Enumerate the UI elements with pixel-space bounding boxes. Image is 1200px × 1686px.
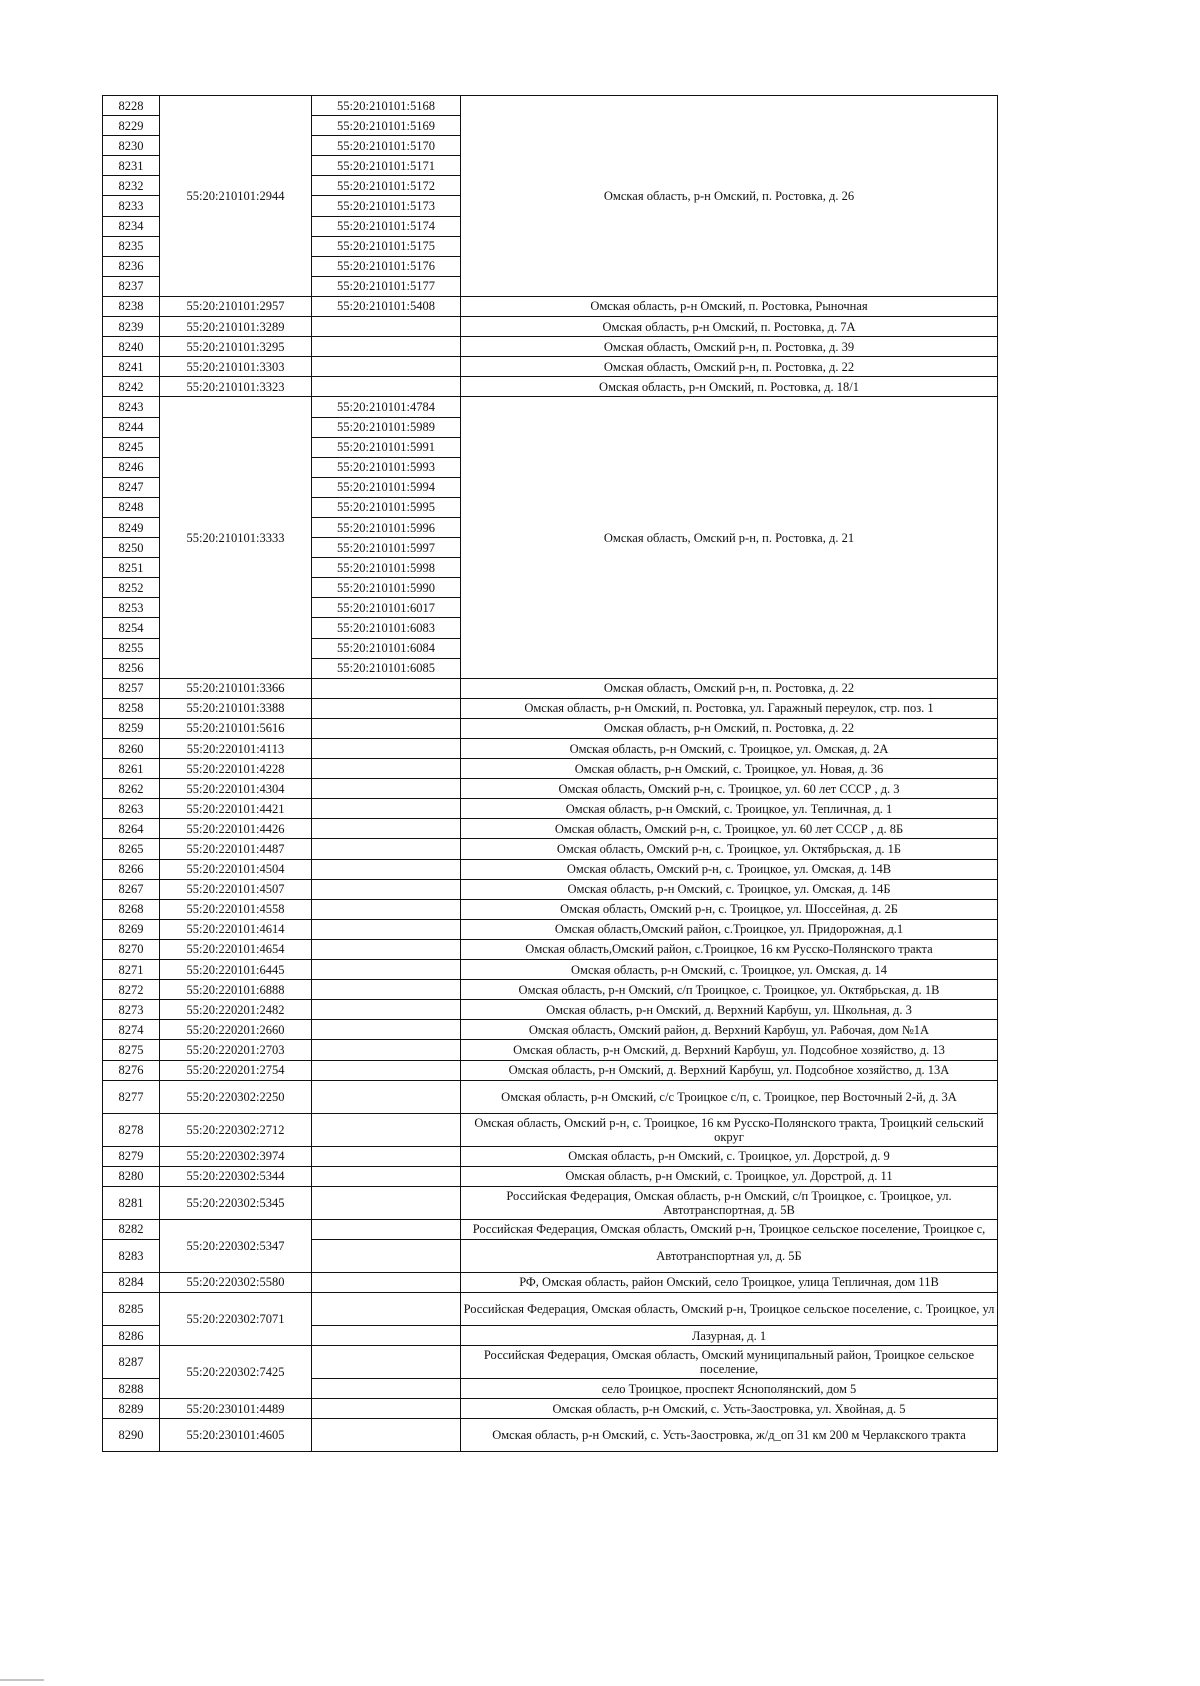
row-number-cell: 8286 [103,1325,160,1345]
address-cell: Омская область, Омский район, д. Верхний Карбуш, ул. Рабочая, дом №1А [461,1020,998,1040]
address-cell: Омская область, р-н Омский, с. Троицкое, ул. Новая, д. 36 [461,759,998,779]
cadastral-number-cell: 55:20:220201:2660 [160,1020,312,1040]
sub-cadastral-cell [312,859,461,879]
sub-cadastral-cell [312,678,461,698]
table-row [103,1219,998,1239]
sub-cadastral-cell [312,1419,461,1452]
address-cell: Омская область, р-н Омский, с. Усть-Заостровка, ж/д_оп 31 км 200 м Черлакского тракта [461,1419,998,1452]
address-cell: Омская область, р-н Омский, п. Ростовка, д. 18/1 [461,377,998,397]
sub-cadastral-cell [312,1166,461,1186]
row-number-cell: 8279 [103,1146,160,1166]
table-row [103,1186,998,1219]
row-number-cell: 8257 [103,678,160,698]
row-number-cell: 8276 [103,1060,160,1080]
address-cell: Омская область, р-н Омский, с. Усть-Заостровка, ул. Хвойная, д. 5 [461,1399,998,1419]
sub-cadastral-cell [312,1219,461,1239]
sub-cadastral-cell [312,1272,461,1292]
sub-cadastral-cell [312,799,461,819]
sub-cadastral-cell [312,980,461,1000]
table-row [103,296,998,316]
row-number-cell: 8230 [103,136,160,156]
table-row [103,899,998,919]
address-cell: Омская область, р-н Омский, с. Троицкое, ул. Омская, д. 14 [461,960,998,980]
row-number-cell: 8252 [103,578,160,598]
sub-cadastral-cell [312,1292,461,1325]
row-number-cell: 8247 [103,477,160,497]
sub-cadastral-cell: 55:20:210101:6083 [312,618,461,638]
table-row [103,337,998,357]
table-row [103,1060,998,1080]
address-cell: Омская область, р-н Омский, с. Троицкое, ул. Омская, д. 14Б [461,879,998,899]
table-row [103,1080,998,1113]
cadastral-number-cell: 55:20:220101:4654 [160,939,312,959]
cadastral-number-cell: 55:20:220101:6888 [160,980,312,1000]
row-number-cell: 8277 [103,1080,160,1113]
row-number-cell: 8229 [103,116,160,136]
land-register-table [102,95,998,1452]
cadastral-number-cell: 55:20:220101:4304 [160,779,312,799]
cadastral-number-cell: 55:20:210101:2944 [160,96,312,297]
table-row [103,1292,998,1325]
cadastral-number-cell: 55:20:220101:4421 [160,799,312,819]
cadastral-number-cell: 55:20:220101:4228 [160,759,312,779]
sub-cadastral-cell [312,779,461,799]
cadastral-number-cell: 55:20:220101:4487 [160,839,312,859]
table-row [103,879,998,899]
row-number-cell: 8237 [103,276,160,296]
sub-cadastral-cell: 55:20:210101:5168 [312,96,461,116]
address-cell: Омская область, Омский р-н, п. Ростовка, д. 22 [461,678,998,698]
row-number-cell: 8263 [103,799,160,819]
row-number-cell: 8273 [103,1000,160,1020]
cadastral-number-cell: 55:20:220302:5344 [160,1166,312,1186]
row-number-cell: 8269 [103,919,160,939]
row-number-cell: 8283 [103,1239,160,1272]
table-row [103,1000,998,1020]
table-row [103,759,998,779]
row-number-cell: 8280 [103,1166,160,1186]
row-number-cell: 8241 [103,357,160,377]
table-row [103,698,998,718]
sub-cadastral-cell [312,1020,461,1040]
address-cell: Российская Федерация, Омская область, р-н Омский, с/п Троицкое, с. Троицкое, ул. Автотранспортная, д. 5В [461,1186,998,1219]
register-body [103,96,998,1452]
address-cell: Омская область,Омский район, с.Троицкое, ул. Придорожная, д.1 [461,919,998,939]
table-row [103,839,998,859]
address-cell: Омская область, Омский р-н, с. Троицкое, ул. Октябрьская, д. 1Б [461,839,998,859]
cadastral-number-cell: 55:20:220302:3974 [160,1146,312,1166]
cadastral-number-cell: 55:20:220101:4504 [160,859,312,879]
row-number-cell: 8250 [103,538,160,558]
row-number-cell: 8236 [103,256,160,276]
cadastral-number-cell: 55:20:210101:2957 [160,296,312,316]
table-row [103,1146,998,1166]
sub-cadastral-cell: 55:20:210101:4784 [312,397,461,417]
row-number-cell: 8243 [103,397,160,417]
row-number-cell: 8260 [103,739,160,759]
cadastral-number-cell: 55:20:220302:7071 [160,1292,312,1345]
row-number-cell: 8253 [103,598,160,618]
row-number-cell: 8262 [103,779,160,799]
cadastral-number-cell: 55:20:220302:5345 [160,1186,312,1219]
row-number-cell: 8239 [103,317,160,337]
sub-cadastral-cell [312,1040,461,1060]
cadastral-number-cell: 55:20:220101:4507 [160,879,312,899]
row-number-cell: 8284 [103,1272,160,1292]
address-cell: Омская область, р-н Омский, с/п Троицкое, с. Троицкое, ул. Октябрьская, д. 1В [461,980,998,1000]
sub-cadastral-cell [312,879,461,899]
row-number-cell: 8274 [103,1020,160,1040]
address-cell: Российская Федерация, Омская область, Омский муниципальный район, Троицкое сельское поселение, [461,1346,998,1379]
table-row [103,1020,998,1040]
cadastral-number-cell: 55:20:220302:7425 [160,1346,312,1399]
row-number-cell: 8240 [103,337,160,357]
sub-cadastral-cell: 55:20:210101:5991 [312,437,461,457]
cadastral-number-cell: 55:20:220201:2482 [160,1000,312,1020]
row-number-cell: 8272 [103,980,160,1000]
cadastral-number-cell: 55:20:210101:3295 [160,337,312,357]
row-number-cell: 8271 [103,960,160,980]
row-number-cell: 8245 [103,437,160,457]
table-row [103,357,998,377]
sub-cadastral-cell [312,1379,461,1399]
table-row [103,718,998,738]
address-cell: Российская Федерация, Омская область, Омский р-н, Троицкое сельское поселение, Троицкое с, [461,1219,998,1239]
table-row [103,939,998,959]
table-row [103,1040,998,1060]
cadastral-number-cell: 55:20:210101:3289 [160,317,312,337]
row-number-cell: 8255 [103,638,160,658]
address-cell: Омская область, р-н Омский, п. Ростовка, ул. Гаражный переулок, стр. поз. 1 [461,698,998,718]
table-row [103,678,998,698]
cadastral-number-cell: 55:20:220302:5580 [160,1272,312,1292]
sub-cadastral-cell: 55:20:210101:6017 [312,598,461,618]
cadastral-number-cell: 55:20:220201:2754 [160,1060,312,1080]
table-row [103,779,998,799]
cadastral-number-cell: 55:20:220101:4113 [160,739,312,759]
sub-cadastral-cell: 55:20:210101:5994 [312,477,461,497]
sub-cadastral-cell [312,819,461,839]
row-number-cell: 8278 [103,1113,160,1146]
table-row [103,1399,998,1419]
cadastral-number-cell: 55:20:210101:3333 [160,397,312,678]
sub-cadastral-cell [312,1325,461,1345]
address-cell: Омская область, р-н Омский, п. Ростовка, д. 22 [461,718,998,738]
address-cell: РФ, Омская область, район Омский, село Троицкое, улица Тепличная, дом 11В [461,1272,998,1292]
row-number-cell: 8275 [103,1040,160,1060]
sub-cadastral-cell: 55:20:210101:5993 [312,457,461,477]
address-cell: Омская область, р-н Омский, с/с Троицкое с/п, с. Троицкое, пер Восточный 2-й, д. 3А [461,1080,998,1113]
sub-cadastral-cell: 55:20:210101:5998 [312,558,461,578]
row-number-cell: 8267 [103,879,160,899]
sub-cadastral-cell [312,1146,461,1166]
cadastral-number-cell: 55:20:220101:4426 [160,819,312,839]
address-cell: Омская область, Омский р-н, с. Троицкое, ул. 60 лет СССР , д. 8Б [461,819,998,839]
cadastral-number-cell: 55:20:220302:2250 [160,1080,312,1113]
row-number-cell: 8259 [103,718,160,738]
table-row [103,377,998,397]
row-number-cell: 8270 [103,939,160,959]
sub-cadastral-cell [312,1080,461,1113]
row-number-cell: 8264 [103,819,160,839]
cadastral-number-cell: 55:20:220101:4614 [160,919,312,939]
sub-cadastral-cell: 55:20:210101:5170 [312,136,461,156]
sub-cadastral-cell [312,1000,461,1020]
row-number-cell: 8265 [103,839,160,859]
address-cell: Омская область, Омский р-н, с. Троицкое, 16 км Русско-Полянского тракта, Троицкий сельский округ [461,1113,998,1146]
sub-cadastral-cell [312,337,461,357]
address-cell: Омская область, р-н Омский, с. Троицкое, ул. Дорстрой, д. 9 [461,1146,998,1166]
sub-cadastral-cell [312,1346,461,1379]
cadastral-number-cell: 55:20:220302:2712 [160,1113,312,1146]
table-row [103,1272,998,1292]
row-number-cell: 8290 [103,1419,160,1452]
cadastral-number-cell: 55:20:210101:3323 [160,377,312,397]
sub-cadastral-cell: 55:20:210101:5171 [312,156,461,176]
sub-cadastral-cell: 55:20:210101:5176 [312,256,461,276]
address-cell: Автотранспортная ул, д. 5Б [461,1239,998,1272]
sub-cadastral-cell [312,377,461,397]
row-number-cell: 8254 [103,618,160,638]
table-row [103,799,998,819]
row-number-cell: 8288 [103,1379,160,1399]
scan-artifact [0,1679,44,1681]
row-number-cell: 8248 [103,497,160,517]
sub-cadastral-cell: 55:20:210101:5997 [312,538,461,558]
table-row [103,1346,998,1379]
sub-cadastral-cell: 55:20:210101:5995 [312,497,461,517]
address-cell: Омская область, Омский р-н, п. Ростовка, д. 39 [461,337,998,357]
sub-cadastral-cell [312,919,461,939]
table-row [103,1166,998,1186]
row-number-cell: 8242 [103,377,160,397]
sub-cadastral-cell [312,357,461,377]
sub-cadastral-cell: 55:20:210101:5177 [312,276,461,296]
row-number-cell: 8261 [103,759,160,779]
row-number-cell: 8238 [103,296,160,316]
row-number-cell: 8281 [103,1186,160,1219]
sub-cadastral-cell [312,718,461,738]
sub-cadastral-cell [312,698,461,718]
sub-cadastral-cell [312,960,461,980]
sub-cadastral-cell: 55:20:210101:5174 [312,216,461,236]
sub-cadastral-cell: 55:20:210101:5408 [312,296,461,316]
table-row [103,1113,998,1146]
table-row [103,96,998,116]
table-row [103,919,998,939]
sub-cadastral-cell: 55:20:210101:6084 [312,638,461,658]
sub-cadastral-cell: 55:20:210101:5172 [312,176,461,196]
row-number-cell: 8246 [103,457,160,477]
row-number-cell: 8231 [103,156,160,176]
address-cell: Омская область, Омский р-н, п. Ростовка, д. 22 [461,357,998,377]
row-number-cell: 8249 [103,517,160,537]
sub-cadastral-cell: 55:20:210101:5989 [312,417,461,437]
row-number-cell: 8244 [103,417,160,437]
address-cell: Омская область, р-н Омский, с. Троицкое, ул. Омская, д. 2А [461,739,998,759]
row-number-cell: 8282 [103,1219,160,1239]
address-cell: Омская область, Омский р-н, с. Троицкое, ул. Шоссейная, д. 2Б [461,899,998,919]
address-cell: Омская область, Омский р-н, п. Ростовка, д. 21 [461,397,998,678]
sub-cadastral-cell [312,739,461,759]
row-number-cell: 8266 [103,859,160,879]
row-number-cell: 8287 [103,1346,160,1379]
row-number-cell: 8251 [103,558,160,578]
address-cell: Омская область, р-н Омский, д. Верхний Карбуш, ул. Подсобное хозяйство, д. 13 [461,1040,998,1060]
cadastral-number-cell: 55:20:230101:4489 [160,1399,312,1419]
address-cell: Омская область, р-н Омский, с. Троицкое, ул. Дорстрой, д. 11 [461,1166,998,1186]
cadastral-number-cell: 55:20:210101:3388 [160,698,312,718]
row-number-cell: 8234 [103,216,160,236]
sub-cadastral-cell [312,899,461,919]
address-cell: Российская Федерация, Омская область, Омский р-н, Троицкое сельское поселение, с. Троицкое, ул [461,1292,998,1325]
sub-cadastral-cell [312,1186,461,1219]
address-cell: Лазурная, д. 1 [461,1325,998,1345]
cadastral-number-cell: 55:20:210101:3366 [160,678,312,698]
address-cell: Омская область, р-н Омский, п. Ростовка, Рыночная [461,296,998,316]
sub-cadastral-cell [312,1399,461,1419]
row-number-cell: 8228 [103,96,160,116]
sub-cadastral-cell: 55:20:210101:6085 [312,658,461,678]
address-cell: Омская область,Омский район, с.Троицкое, 16 км Русско-Полянского тракта [461,939,998,959]
row-number-cell: 8289 [103,1399,160,1419]
cadastral-number-cell: 55:20:210101:5616 [160,718,312,738]
address-cell: Омская область, р-н Омский, п. Ростовка, д. 26 [461,96,998,297]
row-number-cell: 8232 [103,176,160,196]
sub-cadastral-cell [312,317,461,337]
address-cell: Омская область, Омский р-н, с. Троицкое, ул. Омская, д. 14В [461,859,998,879]
sub-cadastral-cell [312,839,461,859]
sub-cadastral-cell: 55:20:210101:5175 [312,236,461,256]
table-row [103,397,998,417]
row-number-cell: 8233 [103,196,160,216]
cadastral-number-cell: 55:20:220101:4558 [160,899,312,919]
table-row [103,960,998,980]
sub-cadastral-cell: 55:20:210101:5173 [312,196,461,216]
sub-cadastral-cell: 55:20:210101:5169 [312,116,461,136]
sub-cadastral-cell [312,1060,461,1080]
address-cell: Омская область, р-н Омский, с. Троицкое, ул. Тепличная, д. 1 [461,799,998,819]
address-cell: село Троицкое, проспект Яснополянский, дом 5 [461,1379,998,1399]
row-number-cell: 8258 [103,698,160,718]
sub-cadastral-cell [312,1113,461,1146]
table-row [103,980,998,1000]
cadastral-number-cell: 55:20:210101:3303 [160,357,312,377]
table-row [103,1419,998,1452]
table-row [103,859,998,879]
sub-cadastral-cell [312,939,461,959]
sub-cadastral-cell [312,1239,461,1272]
cadastral-number-cell: 55:20:220101:6445 [160,960,312,980]
row-number-cell: 8235 [103,236,160,256]
sub-cadastral-cell: 55:20:210101:5996 [312,517,461,537]
address-cell: Омская область, Омский р-н, с. Троицкое, ул. 60 лет СССР , д. 3 [461,779,998,799]
sub-cadastral-cell [312,759,461,779]
address-cell: Омская область, р-н Омский, п. Ростовка, д. 7А [461,317,998,337]
address-cell: Омская область, р-н Омский, д. Верхний Карбуш, ул. Школьная, д. 3 [461,1000,998,1020]
sub-cadastral-cell: 55:20:210101:5990 [312,578,461,598]
table-row [103,819,998,839]
table-row [103,739,998,759]
table-row [103,317,998,337]
row-number-cell: 8256 [103,658,160,678]
address-cell: Омская область, р-н Омский, д. Верхний Карбуш, ул. Подсобное хозяйство, д. 13А [461,1060,998,1080]
row-number-cell: 8285 [103,1292,160,1325]
cadastral-number-cell: 55:20:230101:4605 [160,1419,312,1452]
cadastral-number-cell: 55:20:220302:5347 [160,1219,312,1272]
row-number-cell: 8268 [103,899,160,919]
cadastral-number-cell: 55:20:220201:2703 [160,1040,312,1060]
